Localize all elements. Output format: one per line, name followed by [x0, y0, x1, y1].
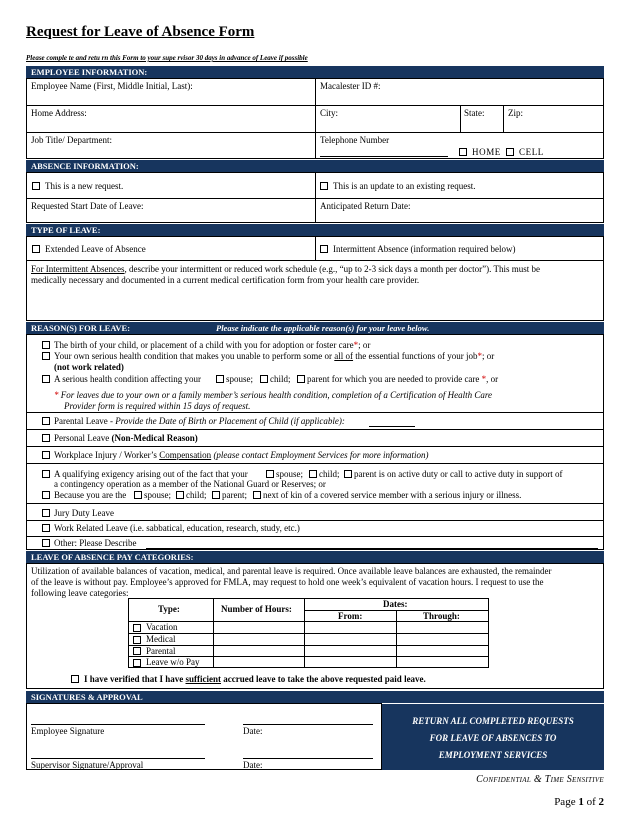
other-checkbox[interactable] — [42, 539, 50, 547]
section-employee-header: EMPLOYEE INFORMATION: — [26, 66, 604, 78]
family-spouse-label: spouse; — [226, 374, 253, 384]
section-pay-header: LEAVE OF ABSENCE PAY CATEGORIES: — [26, 551, 604, 563]
workplace-injury-checkbox[interactable] — [42, 451, 50, 459]
intermittent-instructions-2: medically necessary and documented in a current medical certification form from your health care provider. — [31, 275, 420, 285]
new-request-label: This is a new request. — [45, 181, 124, 191]
because-kin-checkbox[interactable] — [253, 491, 261, 499]
pay-row-medical: Medical — [146, 634, 176, 644]
workplace-injury-label: Workplace Injury / Worker’s Compensation (please contact Employment Services for more information) — [54, 450, 429, 460]
because-child-label: child; — [186, 490, 207, 500]
form-title: Request for Leave of Absence Form — [26, 24, 255, 40]
pay-text-3: following leave categories: — [31, 588, 129, 598]
update-request-checkbox[interactable] — [320, 182, 328, 190]
section-reasons-header: REASON(S) FOR LEAVE: Please indicate the applicable reason(s) for your leave below. — [26, 322, 604, 334]
return-line-3: EMPLOYMENT SERVICES — [438, 750, 548, 760]
cell-phone-checkbox[interactable] — [506, 148, 514, 156]
supervisor-signature-line[interactable] — [31, 758, 205, 759]
job-title-field[interactable]: Job Title/ Department: — [31, 135, 112, 145]
exigency-label: A qualifying exigency arising out of the fact that your — [54, 469, 248, 479]
zip-field[interactable]: Zip: — [508, 108, 523, 118]
new-request-checkbox[interactable] — [32, 182, 40, 190]
birth-label: The birth of your child, or placement of a child with you for adoption or foster care*; or — [54, 340, 371, 350]
family-parent-checkbox[interactable] — [297, 375, 305, 383]
reasons-note: Please indicate the applicable reason(s) for your leave below. — [216, 323, 430, 333]
telephone-line[interactable] — [320, 156, 448, 157]
return-line-1: RETURN ALL COMPLETED REQUESTS — [412, 716, 574, 726]
update-request-label: This is an update to an existing request. — [333, 181, 476, 191]
because-spouse-label: spouse; — [144, 490, 171, 500]
pay-text-1: Utilization of available balances of vacation, medical, and parental leave is required. Once available leave balances are exhausted, the remainder — [31, 566, 552, 576]
return-instructions-box — [382, 704, 604, 770]
because-child-checkbox[interactable] — [176, 491, 184, 499]
family-child-label: child; — [270, 374, 291, 384]
city-field[interactable]: City: — [320, 108, 339, 118]
col-type: Type: — [158, 604, 180, 614]
col-hours: Number of Hours: — [221, 604, 292, 614]
exigency-checkbox[interactable] — [42, 470, 50, 478]
col-dates: Dates: — [383, 599, 408, 609]
instructions: Please comple te and retu rn this Form to your supe rvisor 30 days in advance of Leave if possible — [26, 54, 308, 62]
pay-row-vacation: Vacation — [146, 622, 178, 632]
employee-date-line[interactable] — [243, 724, 373, 725]
home-label: HOME — [472, 147, 501, 157]
section-absence-header: ABSENCE INFORMATION: — [26, 160, 604, 172]
personal-checkbox[interactable] — [42, 434, 50, 442]
page-number: Page 1 of 2 — [554, 796, 604, 808]
section-type-header: TYPE OF LEAVE: — [26, 224, 604, 236]
because-spouse-checkbox[interactable] — [134, 491, 142, 499]
cert-note: * For leaves due to your own or a family member’s serious health condition, completion of a Certification of Health Care — [54, 390, 493, 400]
col-from: From: — [338, 611, 363, 621]
verify-checkbox[interactable] — [71, 675, 79, 683]
pay-row-parental: Parental — [146, 646, 176, 656]
employee-signature-label: Employee Signature — [31, 726, 105, 736]
leave-without-pay-checkbox[interactable] — [133, 659, 141, 667]
pay-row-without-pay: Leave w/o Pay — [146, 657, 200, 667]
col-through: Through: — [423, 611, 460, 621]
section-signatures-header: SIGNATURES & APPROVAL — [26, 691, 604, 703]
because-parent-label: parent; — [222, 490, 247, 500]
extended-leave-label: Extended Leave of Absence — [45, 244, 146, 254]
exigency-spouse-label: spouse; — [276, 469, 303, 479]
pay-text-2: of the leave is without pay. Employee’s approved for FMLA, may request to hold one week’s equivalent of vacation hours. I request to use the — [31, 577, 544, 587]
cert-note-2: Provider form is required within 15 days of request. — [64, 401, 251, 411]
family-spouse-checkbox[interactable] — [216, 375, 224, 383]
home-phone-checkbox[interactable] — [459, 148, 467, 156]
intermittent-instructions: For Intermittent Absences, describe your intermittent or reduced work schedule (e.g., “up to 2-3 sick days a month per doctor”). This must be — [31, 264, 540, 274]
parental-pay-checkbox[interactable] — [133, 647, 141, 655]
own-health-label: Your own serious health condition that makes you unable to perform some or all of the essential functions of your job*; or — [54, 351, 495, 361]
family-child-checkbox[interactable] — [260, 375, 268, 383]
birth-checkbox[interactable] — [42, 341, 50, 349]
exigency-child-label: child; — [319, 469, 340, 479]
personal-label: Personal Leave (Non-Medical Reason) — [54, 433, 198, 443]
supervisor-signature-label: Supervisor Signature/Approval — [31, 760, 144, 770]
return-line-2: FOR LEAVE OF ABSENCES TO — [429, 733, 557, 743]
jury-duty-label: Jury Duty Leave — [54, 508, 114, 518]
because-label: Because you are the — [54, 490, 127, 500]
because-kin-label: next of kin of a covered service member with a serious injury or illness. — [263, 490, 522, 500]
extended-leave-checkbox[interactable] — [32, 245, 40, 253]
parental-date-line[interactable] — [369, 426, 415, 427]
vacation-checkbox[interactable] — [133, 624, 141, 632]
exigency-parent-label: parent is on active duty or call to active duty in support of — [354, 469, 563, 479]
employee-signature-line[interactable] — [31, 724, 205, 725]
work-related-checkbox[interactable] — [42, 524, 50, 532]
telephone-label: Telephone Number — [320, 135, 390, 145]
cell-label: CELL — [519, 147, 544, 157]
exigency-parent-checkbox[interactable] — [344, 470, 352, 478]
confidential-label: Confidential & Time Sensitive — [476, 774, 604, 785]
exigency-child-checkbox[interactable] — [309, 470, 317, 478]
verify-label: I have verified that I have sufficient accrued leave to take the above requested paid leave. — [84, 674, 426, 684]
other-label: Other: Please Describe — [54, 538, 137, 548]
not-work-related-label: (not work related) — [54, 362, 124, 372]
parental-label: Parental Leave - Provide the Date of Birth or Placement of Child (if applicable): — [54, 416, 345, 426]
state-field[interactable]: State: — [464, 108, 485, 118]
supervisor-date-label: Date: — [243, 760, 263, 770]
intermittent-label: Intermittent Absence (information required below) — [333, 244, 516, 254]
family-health-checkbox[interactable] — [42, 375, 50, 383]
because-checkbox[interactable] — [42, 491, 50, 499]
return-date-field[interactable]: Anticipated Return Date: — [320, 201, 411, 211]
own-health-checkbox[interactable] — [42, 352, 50, 360]
start-date-field[interactable]: Requested Start Date of Leave: — [31, 201, 144, 211]
medical-checkbox[interactable] — [133, 636, 141, 644]
family-parent-label: parent for which you are needed to provide care *, or — [307, 374, 499, 384]
employee-name-field[interactable]: Employee Name (First, Middle Initial, Last): — [31, 81, 193, 91]
work-related-label: Work Related Leave (i.e. sabbatical, education, research, study, etc.) — [54, 523, 300, 533]
supervisor-date-line[interactable] — [243, 758, 373, 759]
home-address-field[interactable]: Home Address: — [31, 108, 87, 118]
jury-duty-checkbox[interactable] — [42, 509, 50, 517]
employee-date-label: Date: — [243, 726, 263, 736]
because-parent-checkbox[interactable] — [212, 491, 220, 499]
parental-checkbox[interactable] — [42, 417, 50, 425]
exigency-spouse-checkbox[interactable] — [266, 470, 274, 478]
intermittent-checkbox[interactable] — [320, 245, 328, 253]
family-health-label: A serious health condition affecting your — [54, 374, 202, 384]
exigency-label-2: a contingency operation as a member of the National Guard or Reserves; or — [54, 479, 326, 489]
other-description-line[interactable] — [146, 548, 598, 549]
macalester-id-field[interactable]: Macalester ID #: — [320, 81, 381, 91]
